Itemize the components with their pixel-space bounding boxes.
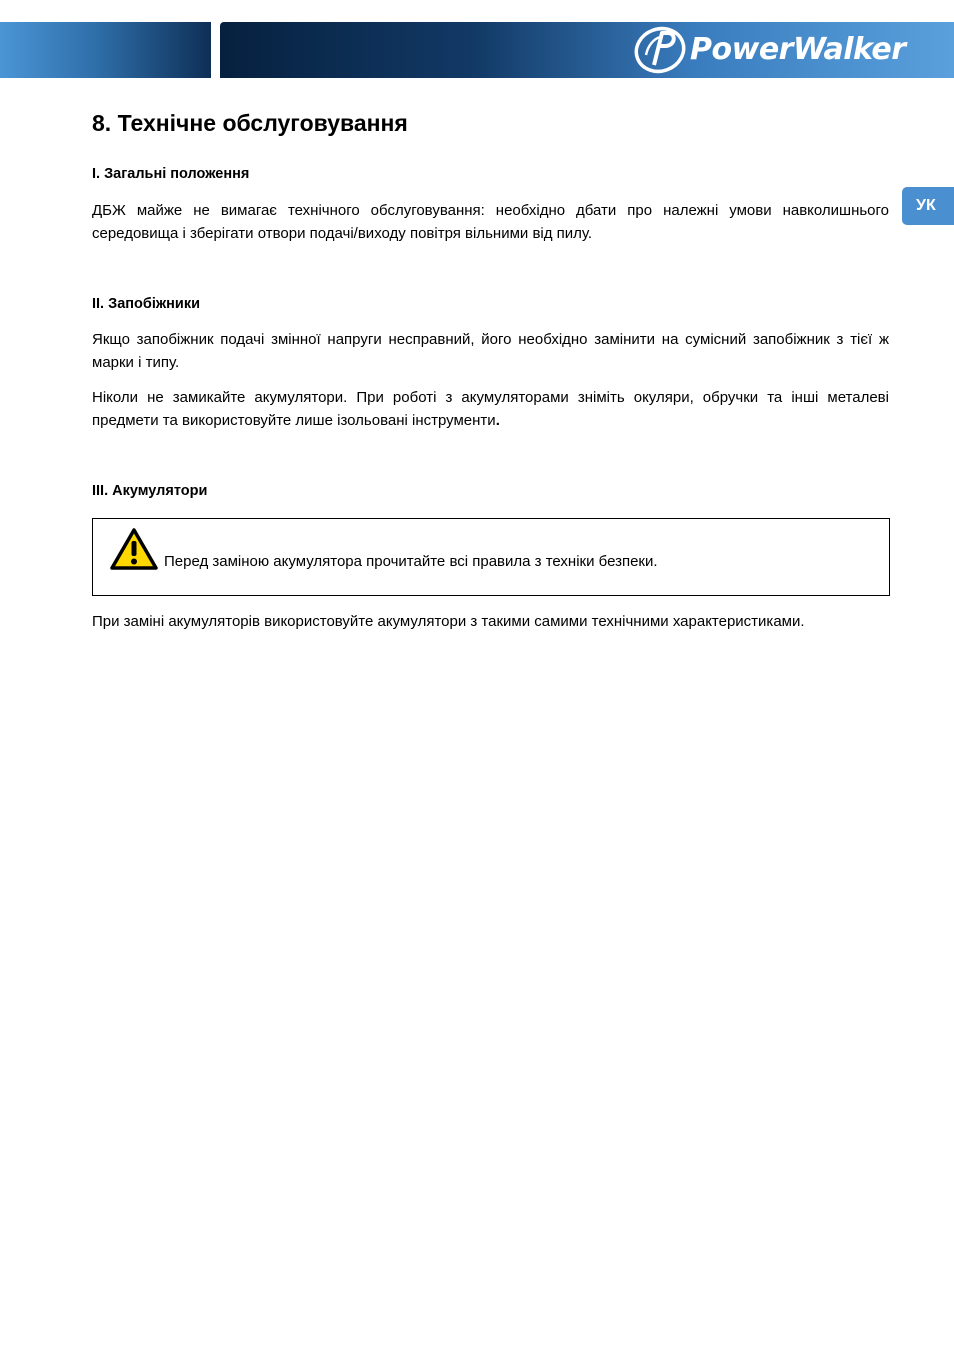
warning-text: Перед заміною акумулятора прочитайте всі правила з техніки безпеки. [164,553,658,570]
section-heading-batteries: III. Акумулятори [92,483,208,499]
language-tab[interactable]: УК [902,187,954,225]
powerwalker-logo-icon [632,25,688,75]
paragraph-fuses-safety-text: Ніколи не замикайте акумулятори. При роботі з акумуляторами зніміть окуляри, обручки та інші металеві предмети та використовуйте лише ізольовані інструменти [92,389,889,429]
section-heading-fuses: II. Запобіжники [92,296,200,312]
warning-box [92,518,890,596]
paragraph-fuses-safety [92,386,889,432]
warning-triangle-icon [109,527,159,571]
page-title: 8. Технічне обслуговування [92,110,408,136]
section-heading-general: І. Загальні положення [92,166,250,182]
paragraph-batteries: При заміні акумуляторів використовуйте акумулятори з такими самими технічними характеристиками. [92,613,805,630]
logo-text: PowerWalker [690,32,906,67]
powerwalker-logo [632,24,944,76]
paragraph-general: ДБЖ майже не вимагає технічного обслуговування: необхідно дбати про належні умови навколишнього середовища і зберігати отвори подачі/виходу повітря вільними від пилу. [92,202,889,242]
paragraph-fuses-replace: Якщо запобіжник подачі змінної напруги несправний, його необхідно замінити на сумісний запобіжник з тієї ж марки і типу. [92,331,889,371]
paragraph-end-period: . [495,412,500,429]
header-banner-left [0,22,211,78]
